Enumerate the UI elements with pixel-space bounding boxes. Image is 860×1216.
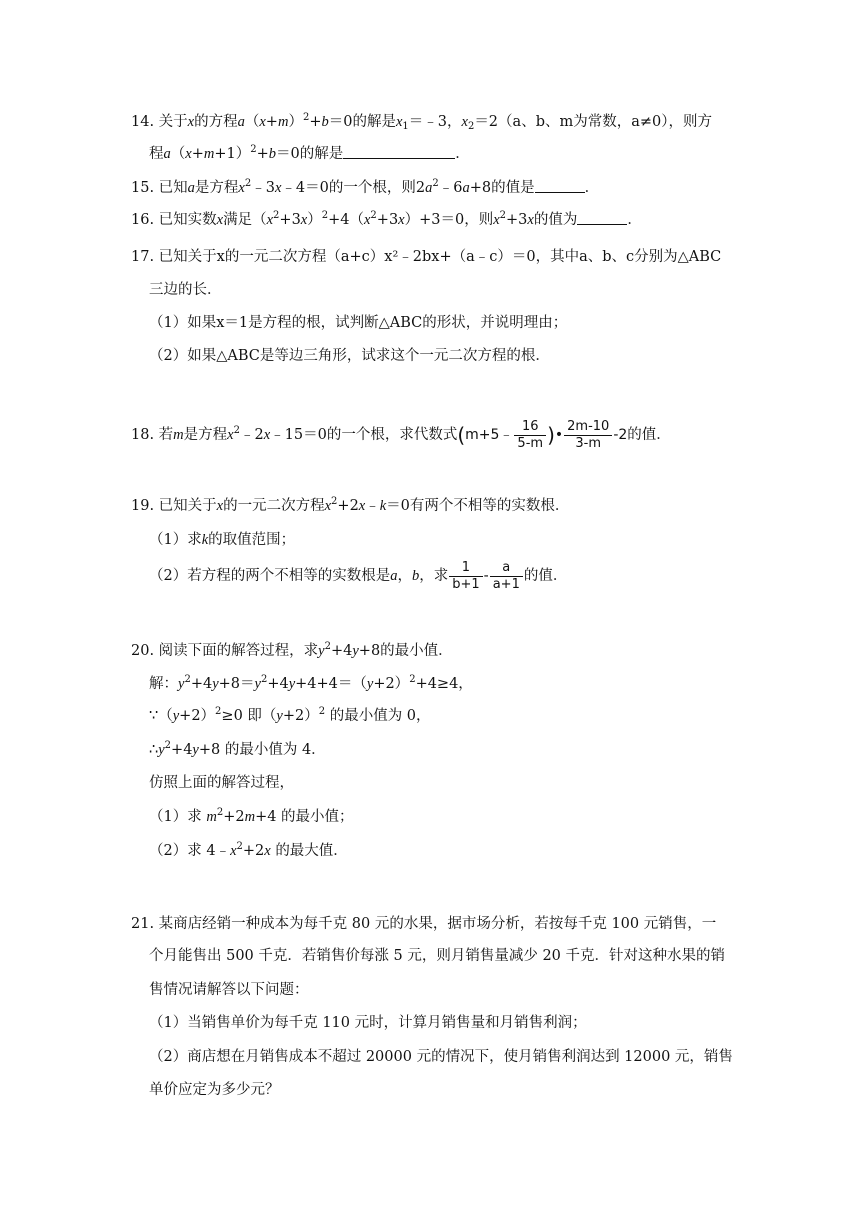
- text: ∵（: [149, 708, 173, 724]
- text: （1）求: [149, 532, 202, 548]
- text: 程: [149, 146, 164, 162]
- text: ∴: [149, 742, 159, 758]
- text: （2）求: [149, 843, 202, 859]
- text: 的值．: [627, 427, 671, 443]
- fraction: $\frac{a}{a+1}$: [490, 560, 523, 593]
- text: 已知关于: [158, 498, 217, 514]
- text: 已知: [158, 180, 188, 196]
- answer-blank[interactable]: [535, 178, 585, 193]
- text: 的一个根，则: [328, 180, 416, 196]
- question-19-part-1: （1）求k的取值范围；: [149, 532, 296, 548]
- answer-blank[interactable]: [343, 144, 455, 159]
- question-number: 20.: [131, 643, 155, 659]
- question-17-part-2: （2）如果△ABC是等边三角形，试求这个一元二次方程的根．: [149, 348, 550, 364]
- text: 某商店经销一种成本为每千克 80 元的水果，据市场分析，若按每千克 100 元销售，一: [158, 916, 717, 932]
- text: （1）求: [149, 809, 202, 825]
- text: 的方程: [194, 114, 238, 130]
- text: 的取值范围；: [208, 532, 296, 548]
- question-17-part-1: （1）如果x＝1是方程的根，试判断△ABC的形状，并说明理由；: [149, 315, 568, 331]
- text: 若: [158, 427, 174, 443]
- question-20-solution-3: $\therefore y^2+4y+8$ 的最小值为 4．: [149, 740, 326, 758]
- answer-blank[interactable]: [577, 210, 627, 225]
- question-number: 17.: [131, 249, 155, 265]
- question-21-part-1: （1）当销售单价为每千克 110 元时，计算月销售量和月销售利润；: [149, 1015, 587, 1031]
- question-number: 21.: [131, 916, 155, 932]
- question-20-solution-2: $\because(y+2)^2\ge 0$ 即$(y+2)^2$ 的最小值为 0，: [149, 706, 431, 724]
- question-19-line-1: 19. 已知关于x的一元二次方程$x^2+2x﹣k=0$有两个不相等的实数根．: [131, 496, 570, 514]
- question-20-part-2: （2）求 $4﹣x^2+2x$ 的最大值．: [149, 841, 348, 859]
- question-14-line-1: 14. 关于x的方程$a(x+m)^2+b=0$的解是$x_1=﹣3$，$x_2=2(a$、b、m为常数，a≠0），则方: [131, 112, 712, 132]
- question-20-instruction: 仿照上面的解答过程，: [149, 775, 294, 791]
- text: ≥0 即（: [221, 708, 277, 724]
- text: 阅读下面的解答过程，求: [158, 643, 319, 659]
- fraction: $\frac{1}{b+1}$: [449, 560, 482, 593]
- text: ，求: [419, 568, 449, 584]
- question-20-part-1: （1）求 $m^2+2m+4$ 的最小值；: [149, 807, 354, 825]
- question-17-line-2: 三边的长．: [149, 282, 222, 298]
- question-21-part-3: 单价应定为多少元？: [149, 1082, 280, 1098]
- question-19-part-2: （2）若方程的两个不相等的实数根是a，b，求 $\frac{1}{b+1}$ - $\frac{a}{a+1}$ 的值．: [149, 559, 568, 592]
- question-20-solution-1: 解：$y^2+4y+8=y^2+4y+4+4=(y+2)^2+4\ge 4$，: [149, 674, 473, 692]
- question-21-part-2: （2）商店想在月销售成本不超过 20000 元的情况下，使月销售利润达到 12000 元，销售: [149, 1049, 733, 1065]
- question-21-line-1: [131, 914, 716, 934]
- question-20-line-1: 20. 阅读下面的解答过程，求$y^2+4y+8$的最小值．: [131, 641, 453, 659]
- question-21-line-3: 售情况请解答以下问题：: [149, 982, 309, 998]
- question-16: 16. 已知实数x满足$(x^2+3x)^2+4(x^2+3x)+3=0$，则$x^2+3x$的值为 ．: [131, 210, 642, 228]
- text: 的一个根，求代数式: [326, 427, 458, 443]
- question-15: 15. 已知a是方程$x^2﹣3x﹣4=0$的一个根，则$2a^2﹣6a+8$的值是 ．: [131, 178, 600, 196]
- text: （2）若方程的两个不相等的实数根是: [149, 568, 391, 584]
- text: 的最小值为 4．: [224, 742, 326, 758]
- text: 的值是: [491, 180, 535, 196]
- question-number: 14.: [131, 114, 155, 130]
- algebraic-expression: (m+5﹣ $\frac{16}{5-m}$ )• $\frac{2m-10}{3-m}$ -2: [457, 418, 628, 451]
- text: 是方程: [194, 180, 239, 196]
- text: 的最小值．: [380, 643, 453, 659]
- text: 有两个不相等的实数根．: [409, 498, 570, 514]
- question-number: 15.: [131, 180, 155, 196]
- text: 是方程: [183, 427, 228, 443]
- text: 已知实数: [158, 212, 217, 228]
- text: 的值．: [523, 568, 568, 584]
- question-number: 16.: [131, 212, 155, 228]
- text: 的最小值；: [281, 809, 354, 825]
- text: 的一元二次方程: [223, 498, 325, 514]
- text: 满足: [223, 212, 253, 228]
- text: 的解是: [352, 114, 396, 130]
- question-18: 18. 若m是方程$x^2﹣2x﹣15=0$的一个根，求代数式(m+5﹣ $\frac{16}{5-m}$ )• $\frac{2m-10}{3-m}$ -2的值．: [131, 418, 671, 451]
- text: （a、b、m为常数，a≠0），则方: [498, 114, 712, 130]
- text: 关于: [158, 114, 188, 130]
- question-14-line-2: 程$a(x+m+1)^2+b=0$的解是 ．: [149, 144, 470, 162]
- text: 的最小值为 0，: [329, 708, 431, 724]
- fraction: $\frac{2m-10}{3-m}$: [564, 419, 612, 452]
- text: ，则: [464, 212, 494, 228]
- question-21-line-2: 个月能售出 500 千克．若销售价每涨 5 元，则月销售量减少 20 千克．针对这种水果的销: [149, 948, 726, 964]
- text: 的值为: [533, 212, 578, 228]
- text: 的最大值．: [275, 843, 348, 859]
- question-number: 19.: [131, 498, 155, 514]
- question-17-line-1: [131, 247, 721, 267]
- text: 解：: [149, 676, 178, 692]
- fraction: $\frac{16}{5-m}$: [514, 419, 546, 452]
- text: 的解是: [299, 146, 344, 162]
- text: 已知关于x的一元二次方程（a+c）x²﹣2bx+（a﹣c）＝0，其中a、b、c分别为△ABC: [158, 249, 722, 265]
- question-number: 18.: [131, 427, 155, 443]
